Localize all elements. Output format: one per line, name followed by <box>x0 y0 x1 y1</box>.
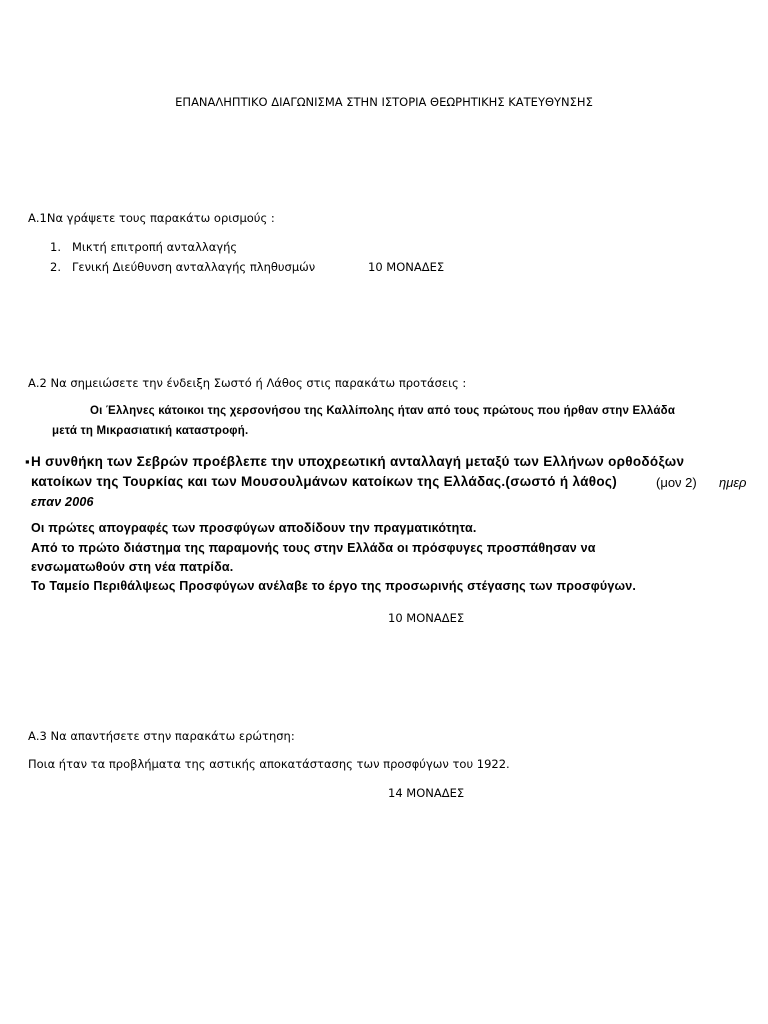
statement-2-line-1: Η συνθήκη των Σεβρών προέβλεπε την υποχρεωτική ανταλλαγή μεταξύ των Ελλήνων ορθοδόξων <box>31 454 685 469</box>
a2-heading: Α.2 Να σημειώσετε την ένδειξη Σωστό ή Λάθος στις παρακάτω προτάσεις : <box>28 376 467 390</box>
a3-question: Ποια ήταν τα προβλήματα της αστικής αποκατάστασης των προσφύγων του 1922. <box>28 757 510 771</box>
a3-heading: Α.3 Να απαντήσετε στην παρακάτω ερώτηση: <box>28 729 295 743</box>
list-item-number: 2. <box>50 260 61 274</box>
list-item: Γενική Διεύθυνση ανταλλαγής πληθυσμών <box>72 260 316 274</box>
statement-5: Το Ταμείο Περιθάλψεως Προσφύγων ανέλαβε το έργο της προσωρινής στέγασης των προσφύγων. <box>31 579 637 593</box>
statement-2-line-3: επαν 2006 <box>31 495 94 509</box>
statement-1-line-1: Οι Έλληνες κάτοικοι της χερσονήσου της Καλλίπολης ήταν από τους πρώτους που ήρθαν στην Ελλάδα <box>90 405 676 417</box>
list-item-number: 1. <box>50 240 61 254</box>
statement-2-points-note: (μον 2) <box>656 475 697 490</box>
a2-points: 10 ΜΟΝΑΔΕΣ <box>388 611 465 625</box>
list-item: Μικτή επιτροπή ανταλλαγής <box>72 240 238 254</box>
statement-2-tag: ημερ <box>719 475 747 490</box>
a1-points: 10 ΜΟΝΑΔΕΣ <box>368 260 445 274</box>
statement-1-line-2: μετά τη Μικρασιατική καταστροφή. <box>52 425 249 437</box>
a1-heading: Α.1Να γράψετε τους παρακάτω ορισμούς : <box>28 211 275 225</box>
statement-3: Οι πρώτες απογραφές των προσφύγων αποδίδουν την πραγματικότητα. <box>31 521 477 535</box>
a3-points: 14 ΜΟΝΑΔΕΣ <box>388 786 465 800</box>
statement-4-line-2: ενσωματωθούν στη νέα πατρίδα. <box>31 560 234 574</box>
page-title: ΕΠΑΝΑΛΗΠΤΙΚΟ ΔΙΑΓΩΝΙΣΜΑ ΣΤΗΝ ΙΣΤΟΡΙΑ ΘΕΩΡΗΤΙΚΗΣ ΚΑΤΕΥΘΥΝΣΗΣ <box>175 95 593 109</box>
bullet-marker: ▪ <box>25 454 30 469</box>
statement-2-line-2: κατοίκων της Τουρκίας και των Μουσουλμάνων κατοίκων της Ελλάδας.(σωστό ή λάθος) <box>31 474 617 489</box>
statement-4-line-1: Από το πρώτο διάστημα της παραμονής τους στην Ελλάδα οι πρόσφυγες προσπάθησαν να <box>31 541 596 555</box>
